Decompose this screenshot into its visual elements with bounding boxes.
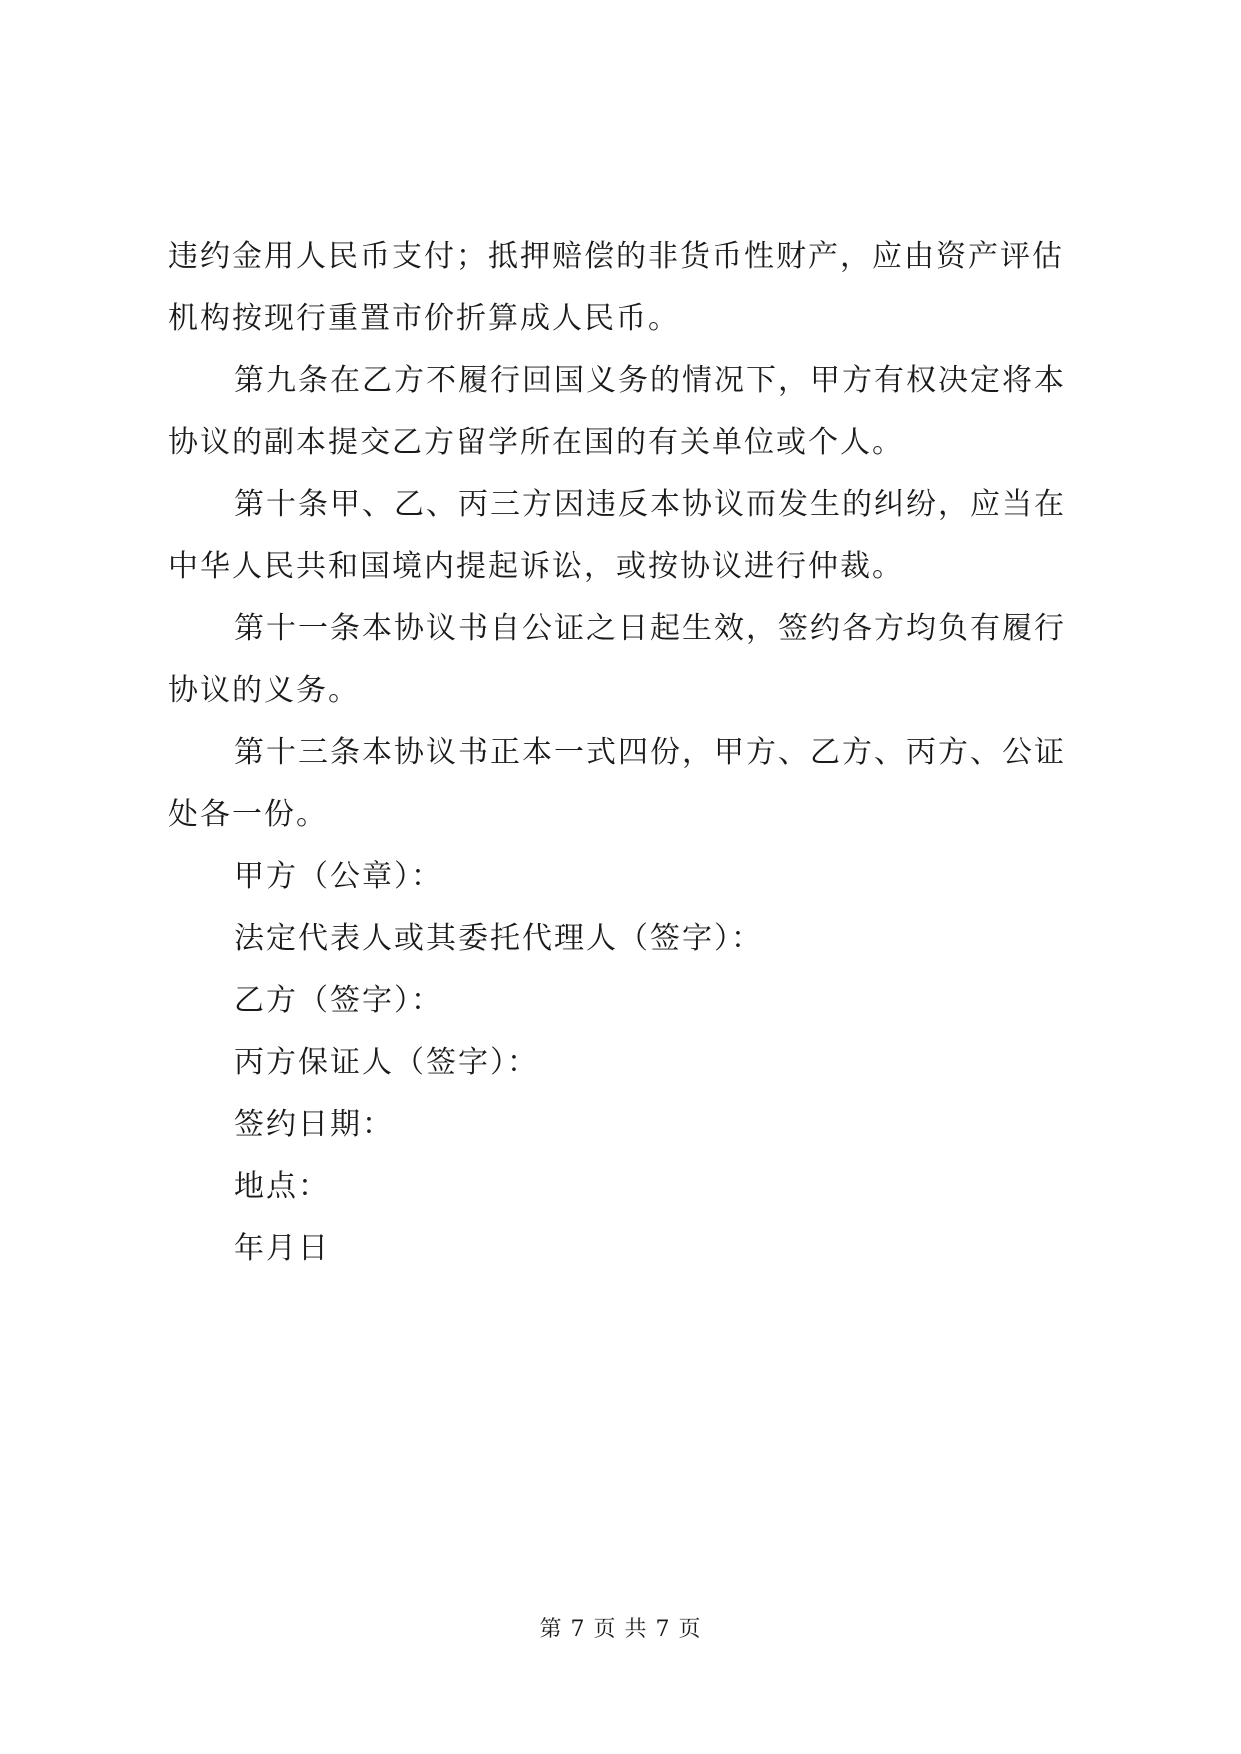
document-body xyxy=(168,226,1080,1280)
paragraph-article-9: 第九条在乙方不履行回国义务的情况下，甲方有权决定将本协议的副本提交乙方留学所在国的有关单位或个人。 xyxy=(168,363,1066,460)
paragraph-penalty-currency: 违约金用人民币支付；抵押赔偿的非货币性财产，应由资产评估机构按现行重置市价折算成人民币。 xyxy=(168,239,1064,336)
signature-block xyxy=(168,846,1080,1280)
page-number-footer: 第 7 页 共 7 页 xyxy=(539,1617,702,1642)
paragraph-article-13: 第十三条本协议书正本一式四份，甲方、乙方、丙方、公证处各一份。 xyxy=(168,735,1066,832)
date-fields-label: 年月日 xyxy=(234,1231,330,1266)
signature-party-a: 甲方（公章）： xyxy=(234,859,443,894)
signing-place-label: 地点： xyxy=(234,1169,330,1204)
signature-legal-representative: 法定代表人或其委托代理人（签字）： xyxy=(234,921,763,956)
signature-party-c-guarantor: 丙方保证人（签字）： xyxy=(234,1045,539,1080)
signing-date-label: 签约日期： xyxy=(234,1107,394,1142)
paragraph-article-11: 第十一条本协议书自公证之日起生效，签约各方均负有履行协议的义务。 xyxy=(168,611,1066,708)
paragraph-article-10: 第十条甲、乙、丙三方因违反本协议而发生的纠纷，应当在中华人民共和国境内提起诉讼，或按协议进行仲裁。 xyxy=(168,487,1066,584)
signature-party-b: 乙方（签字）： xyxy=(234,983,443,1018)
